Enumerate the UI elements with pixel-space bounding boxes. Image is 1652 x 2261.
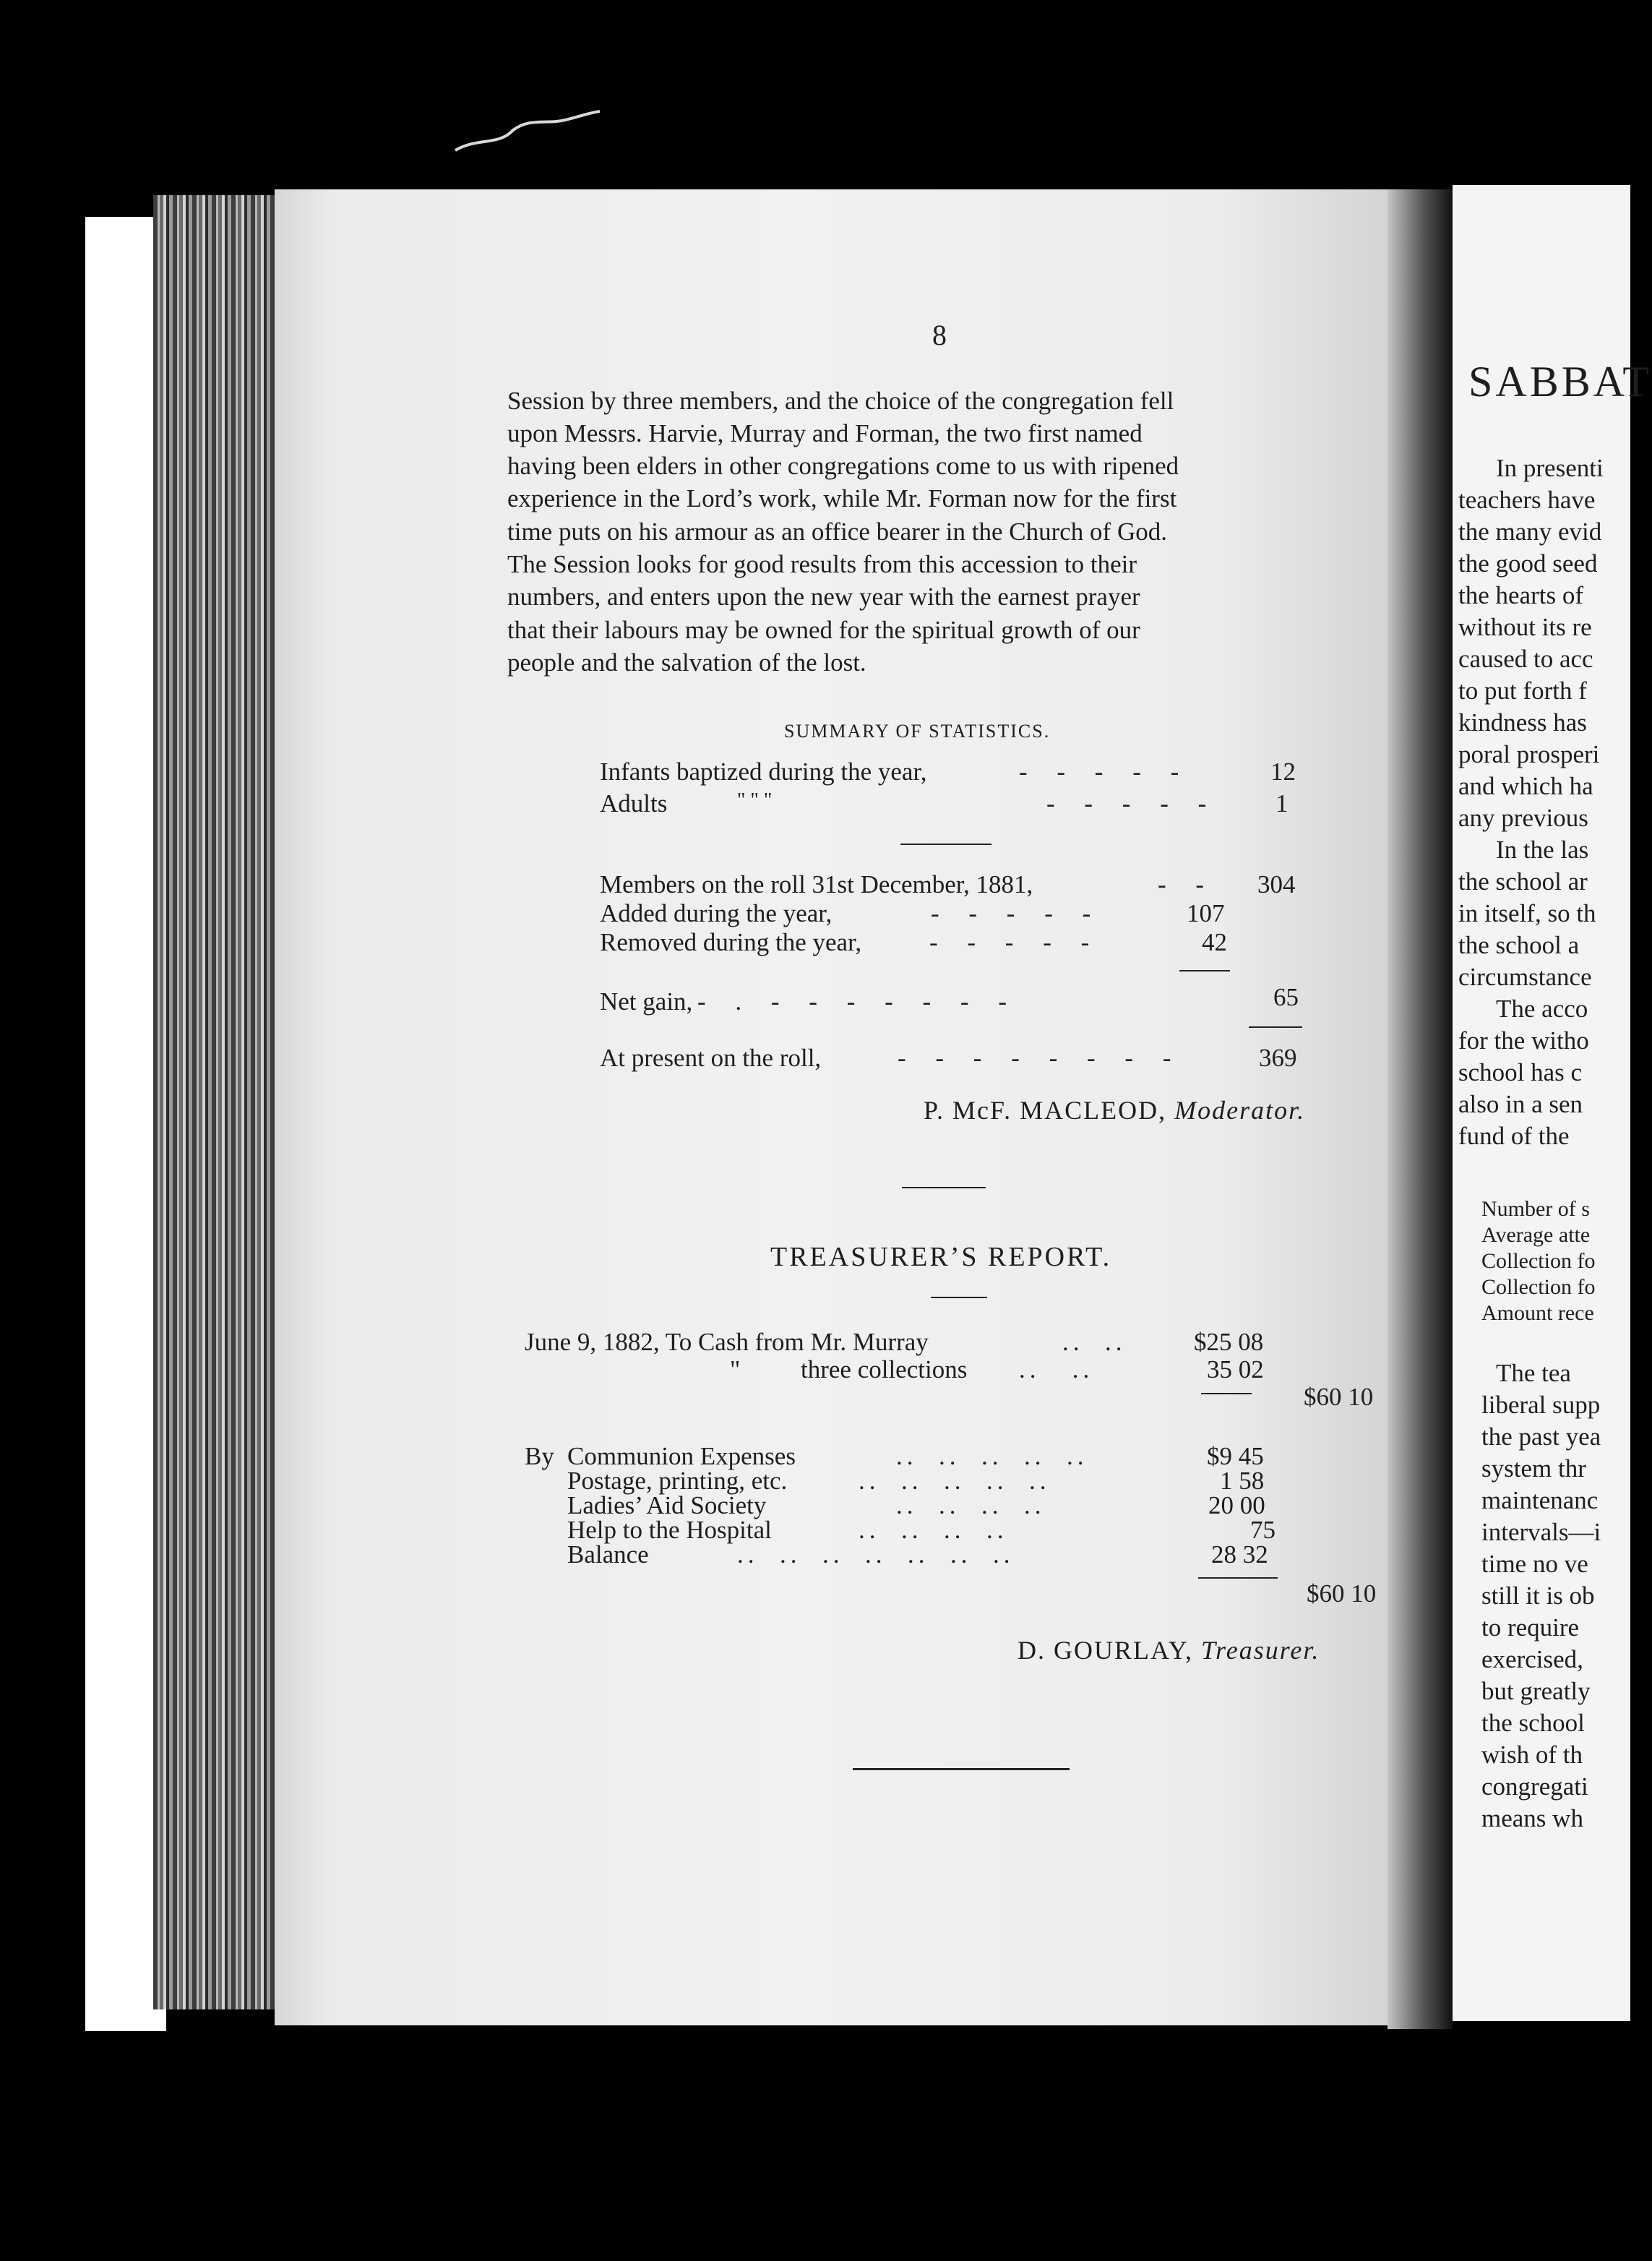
right-line: circumstance [1458,963,1592,991]
right-line: to require [1481,1613,1580,1642]
right-line: still it is ob [1481,1582,1595,1610]
right-line: and which ha [1458,772,1593,800]
body-line: The Session looks for good results from this accession to their [507,550,1137,578]
infants-value: 12 [1270,758,1296,786]
page-number: 8 [932,319,947,351]
right-line: school has c [1458,1058,1583,1086]
leader-dashes: - - - - - [1046,789,1218,818]
book-gutter [1388,189,1453,2029]
heading-rule [931,1297,987,1298]
adults-value: 1 [1275,789,1289,818]
right-line: but greatly [1481,1677,1591,1705]
right-line: the school [1481,1709,1585,1737]
removed-label: Removed during the year, [600,928,862,956]
body-line: having been elders in other congregations come to us with ripened [507,452,1179,480]
expenses-total: $60 10 [1307,1579,1377,1608]
right-line: means wh [1481,1804,1583,1832]
body-line: people and the salvation of the lost. [507,648,866,677]
body-line: experience in the Lord’s work, while Mr. Forman now for the first [507,484,1177,512]
treasurer-heading: TREASURER’S REPORT. [770,1242,1112,1272]
right-line: without its re [1458,613,1592,641]
divider-rule [900,844,991,845]
right-line: congregati [1481,1772,1588,1801]
ditto-marks: " " " [737,789,773,812]
receipt-2-label: three collections [801,1355,968,1383]
sum-rule [1198,1577,1278,1579]
right-line: In the las [1496,836,1589,864]
leader-dots: .. .. [1062,1328,1127,1356]
net-gain-value: 65 [1273,983,1299,1011]
expense-amount: $9 45 [1207,1442,1264,1470]
leader-dashes: - . - - - - - - - [697,987,1018,1016]
book-fore-edge [153,195,291,2009]
right-line: time no ve [1481,1550,1588,1578]
present-label: At present on the roll, [600,1044,822,1072]
right-line: The tea [1496,1359,1571,1387]
expense-label: Balance [567,1540,649,1569]
infants-label: Infants baptized during the year, [600,758,927,786]
treasurer-title: Treasurer. [1201,1636,1320,1665]
expense-label: Communion Expenses [567,1442,796,1470]
right-line: kindness has [1458,708,1587,737]
expense-label: Ladies’ Aid Society [567,1491,767,1519]
right-line: the good seed [1458,549,1598,578]
treasurer-signature [1018,1635,1320,1665]
leader-dashes: - - - - - - - - [898,1044,1183,1072]
right-page [1453,185,1652,2021]
moderator-signature [924,1095,1305,1125]
members-value: 304 [1257,870,1296,898]
leader-dots: .. .. .. .. [859,1516,1008,1544]
section-rule [902,1187,986,1188]
right-stat-line: Collection fo [1481,1249,1596,1273]
right-line: also in a sen [1458,1090,1583,1118]
right-line: the school ar [1458,867,1588,896]
expense-label: Help to the Hospital [567,1516,772,1544]
leader-dots: .. .. .. .. [896,1491,1046,1519]
sum-rule [1249,1026,1302,1028]
adults-label: Adults [600,789,668,818]
ditto-mark: " [730,1355,741,1383]
expense-label: Postage, printing, etc. [567,1467,788,1495]
body-line: Session by three members, and the choice of the congregation fell [507,387,1174,415]
right-line: intervals—i [1481,1518,1601,1546]
right-line: to put forth f [1458,677,1587,705]
net-gain-label: Net gain, [600,987,693,1016]
leader-dots: .. .. .. .. .. [859,1467,1051,1495]
leader-dashes: - - - - - [1019,758,1191,786]
added-value: 107 [1187,899,1225,927]
receipts-total: $60 10 [1304,1383,1374,1411]
body-line: time puts on his armour as an office bearer in the Church of God. [507,518,1167,546]
right-line: the past yea [1481,1423,1601,1451]
right-line: In presenti [1496,454,1604,482]
expense-amount: 20 00 [1208,1491,1265,1519]
right-line: for the witho [1458,1026,1589,1055]
receipt-2-amount: 35 02 [1207,1355,1264,1383]
removed-value: 42 [1202,928,1227,956]
receipt-1-label: June 9, 1882, To Cash from Mr. Murray [525,1328,929,1356]
by-label: By [525,1442,554,1470]
right-line: exercised, [1481,1645,1583,1673]
sum-rule [1179,970,1230,971]
right-stat-line: Average atte [1481,1223,1591,1247]
right-line: the school a [1458,931,1580,959]
right-line: system thr [1481,1454,1586,1483]
treasurer-name: D. GOURLAY, [1018,1636,1194,1665]
moderator-title: Moderator. [1174,1096,1306,1125]
right-stat-line: Number of s [1481,1197,1590,1221]
stray-thread [455,108,614,159]
body-line: upon Messrs. Harvie, Murray and Forman, the two first named [507,419,1143,447]
right-line: any previous [1458,804,1588,832]
sum-rule [1201,1393,1252,1394]
expense-amount: 75 [1250,1516,1275,1544]
left-page [275,189,1424,2025]
moderator-name: P. McF. MACLEOD, [924,1096,1167,1125]
summary-heading: SUMMARY OF STATISTICS. [784,721,1051,742]
leader-dashes: - - - - - [929,928,1101,956]
expense-amount: 1 58 [1220,1467,1265,1495]
present-value: 369 [1259,1044,1297,1072]
right-line: maintenanc [1481,1486,1599,1514]
expense-amount: 28 32 [1211,1540,1268,1569]
body-line: that their labours may be owned for the spiritual growth of our [507,616,1140,644]
right-line: liberal supp [1481,1391,1601,1419]
right-line: caused to acc [1458,645,1593,673]
leader-dots: .. .. .. .. .. .. .. [737,1540,1015,1569]
right-stat-line: Collection fo [1481,1275,1596,1299]
right-line: fund of the [1458,1122,1570,1150]
right-line: in itself, so th [1458,899,1596,927]
right-stat-line: Amount rece [1481,1301,1594,1325]
end-rule [853,1768,1070,1770]
right-line: teachers have [1458,486,1596,514]
leader-dots: .. .. .. .. .. [896,1442,1088,1470]
leader-dots: .. .. [1019,1355,1094,1383]
leader-dashes: - - [1158,870,1216,898]
members-label: Members on the roll 31st December, 1881, [600,870,1033,898]
right-line: poral prosperi [1458,740,1600,768]
body-line: numbers, and enters upon the new year with the earnest prayer [507,583,1140,611]
right-page-title: SABBAT [1468,358,1652,406]
added-label: Added during the year, [600,899,833,927]
right-line: wish of th [1481,1741,1583,1769]
receipt-1-amount: $25 08 [1194,1328,1264,1356]
leader-dashes: - - - - - [931,899,1103,927]
right-line: The acco [1496,995,1588,1023]
right-line: the many evid [1458,518,1602,546]
right-line: the hearts of [1458,581,1583,609]
